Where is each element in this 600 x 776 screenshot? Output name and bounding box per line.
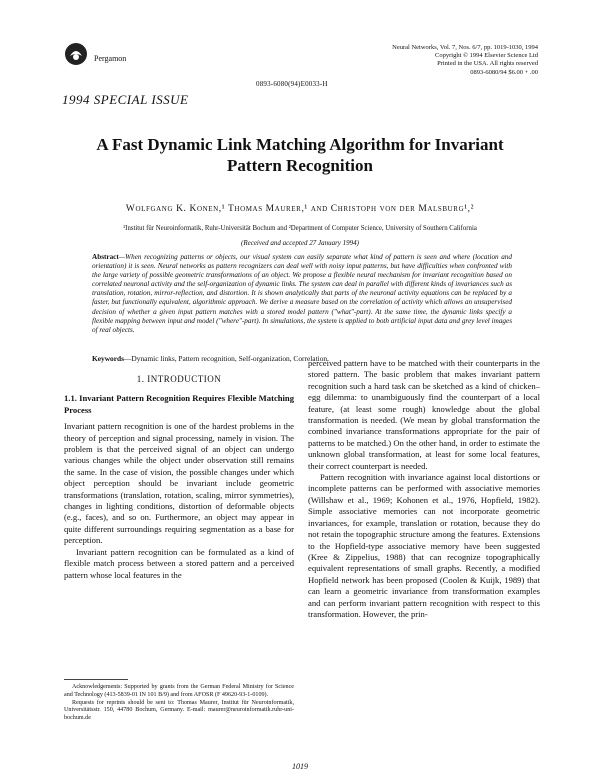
footnote: Requests for reprints should be sent to: Thomas Maurer, Institut für Neuroinformatik, Universitätsstr. 150, 44780 Bochum, Germany. E-mail: maurer@neuroinformatik.ruhr-uni-bochum.de — [64, 699, 294, 722]
footnote-divider — [64, 679, 128, 680]
issue-label: 1994 SPECIAL ISSUE — [62, 92, 189, 107]
abstract-label: Abstract — [92, 253, 119, 261]
paper-title: A Fast Dynamic Link Matching Algorithm for Invariant Pattern Recognition — [96, 135, 504, 175]
abstract: Abstract—When recognizing patterns or objects, our visual system can easily separate what kind of pattern is seen and where (location and orientation) it is seen. Neural networks as pattern recognizers can deal well with noisy input patterns, but have difficulties when confronted with the large variety of possible geometric transformations of an object. We propose a flexible neural mechanism for invariant recognition based on correlated neuronal activity and the self-organization of dynamic links. The system can deal in parallel with different kinds of invariances such as translation, rotation, mirror-reflection, and distortion. It is shown analytically that parts of the neuronal activity equations can be replaced by a faster, but functionally equivalent, algorithmic approach. We derive a measure based on the correlation of activity which allows an unsupervised decision of whether a given input pattern matches with a stored model pattern ("what"-part). At the same time, the dynamic links specify a flexible mapping between input and model ("where"-part). In simulations, the system is applied to both artificial input data and grey level images of real objects. — [92, 253, 512, 334]
section-heading: 1. INTRODUCTION — [136, 374, 222, 384]
column-right — [308, 358, 540, 620]
keywords-label: Keywords — [92, 354, 125, 363]
subsection-heading: 1.1. Invariant Pattern Recognition Requires Flexible Matching Process — [64, 393, 294, 415]
affiliation: ¹Institut für Neuroinformatik, Ruhr-Universität Bochum and ²Department of Computer Science, University of Southern California — [123, 225, 477, 232]
paragraph: Invariant pattern recognition can be formulated as a kind of flexible match process between a stored pattern and a perceived pattern whose local features in the — [64, 546, 294, 580]
authors: Wolfgang K. Konen,¹ Thomas Maurer,¹ and Christoph von der Malsburg¹,² — [125, 204, 475, 214]
footnotes — [64, 684, 294, 723]
paragraph: Invariant pattern recognition is one of the hardest problems in the theory of perception and signal processing, namely in vision. The problem is that the perceived signal of an object can undergo various changes while the object under observation still remains the same. In the case of vision, the possible changes under which object perception should be invariant include geometric transformations (translation, rotation, scaling, mirror symmetries), changes in lighting conditions, distortion of deformable objects (e.g., faces), and so on. Furthermore, an object may appear in quite different surroundings requiring segmentation as a base for perception. — [64, 421, 294, 546]
publisher-name: Pergamon — [94, 54, 127, 63]
paragraph: Pattern recognition with invariance against local distortions or incomplete patterns can be performed with associative memories (Willshaw et al., 1969; Kohonen et al., 1976, Hopfield, 1982). Simple associative memories can not incorporate geometric invariances, for example, translation or rotation, because they do not retain the topographic structure among the features. Extensions to the Hopfield-type associative memory have been suggested (Kree & Zippelius, 1988) that can recognize topographically equivalent representations of small graphs. Recently, a modified Hopfield network has been proposed (Coolen & Kuijk, 1989) that can learn a geometric invariance from transformation examples and can perform invariant pattern recognition with respect to this transformation. However, the prin- — [308, 472, 540, 619]
page-number: 1019 — [292, 762, 308, 771]
footnote: Acknowledgements: Supported by grants from the German Federal Ministry for Science and Technology (413-5839-01 IN 101 B/9) and from AFOSR (F 49620-93-1-0109). — [64, 684, 294, 698]
paragraph: perceived pattern have to be matched with their counterparts in the stored pattern. The basic problem that makes invariant pattern recognition such a hard task can be sketched as a kind of chicken–egg dilemma: to unambiguously find the counterpart of a local feature, (at least some rough) knowledge about the global transformation is needed. (We mean by global transformation the combined invariance transformations appropriate for the pair of patterns to be matched.) On the other hand, in order to estimate the unknown global transformation, at least for some local features, their correct counterpart is needed. — [308, 358, 540, 471]
publisher-logo — [64, 42, 88, 66]
received-date: (Received and accepted 27 January 1994) — [241, 239, 359, 247]
article-code: 0893-6080(94)E0033-H — [256, 80, 328, 88]
journal-info: Neural Networks, Vol. 7, Nos. 6/7, pp. 1019-1030, 1994 Copyright © 1994 Elsevier Science Ltd Printed in the USA. All rights reserved 0893-6080/94 $6.00 + .00 — [392, 44, 538, 76]
keywords: Keywords—Dynamic links, Pattern recognition, Self-organization, Correlation. — [92, 354, 329, 363]
column-left — [64, 370, 294, 581]
